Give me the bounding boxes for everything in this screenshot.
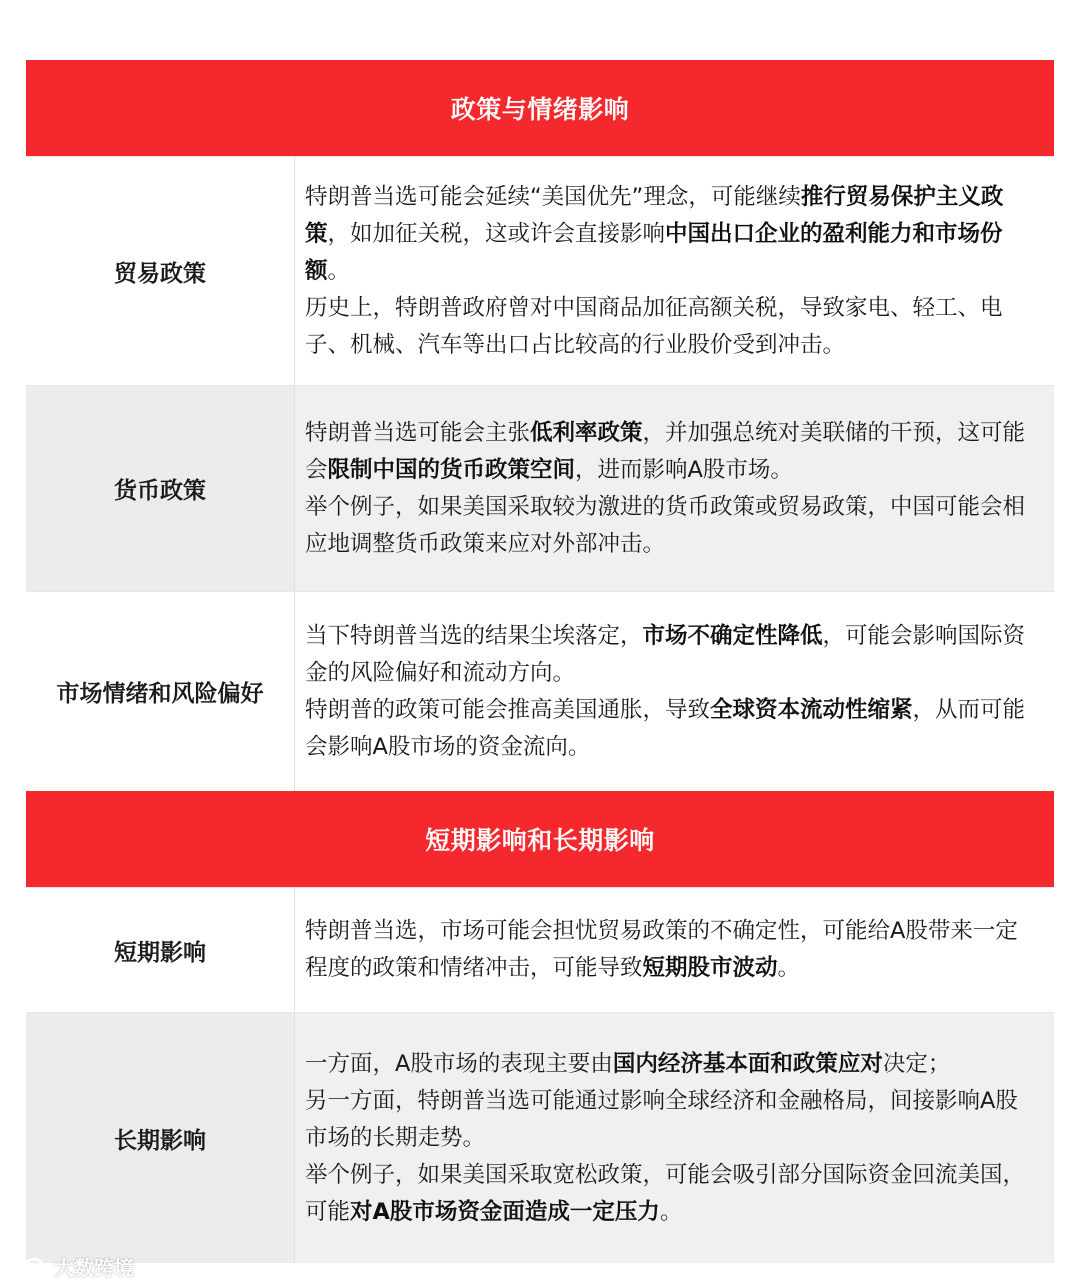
body-text: 特朗普当选可能会主张 (305, 419, 531, 446)
body-text: 另一方面，特朗普当选可能通过影响全球经济和金融格局，间接影响A股市场的长期走势。 (305, 1087, 1018, 1151)
content-paragraph (305, 415, 1040, 489)
table-row-long-term (26, 1012, 1054, 1263)
content-paragraph (305, 1083, 1040, 1157)
body-text: 举个例子，如果美国采取较为激进的货币政策或贸易政策，中国可能会相应地调整货币政策来应对外部冲击。 (305, 493, 1026, 557)
section-title: 短期影响和长期影响 (425, 826, 655, 855)
content-paragraph (305, 1046, 1040, 1083)
table-row-market-sentiment (26, 591, 1054, 791)
row-content (295, 157, 1054, 385)
row-label: 货币政策 (26, 386, 295, 591)
body-text: 特朗普的政策可能会推高美国通胀，导致 (305, 696, 711, 723)
content-paragraph (305, 618, 1040, 692)
content-paragraph (305, 1157, 1040, 1231)
emphasis-text: 短期股市波动 (642, 955, 778, 981)
body-text: 举个例子，如果美国采取宽松政策，可能会吸引部分国际资金回流美国，可能 (305, 1161, 1026, 1225)
table-row-monetary-policy (26, 385, 1054, 591)
emphasis-text: 推行贸易保护主义政策 (305, 183, 1004, 247)
body-text: 特朗普当选，市场可能会担忧贸易政策的不确定性，可能给A股带来一定程度的政策和情绪冲击，可能导致 (305, 918, 1018, 981)
body-text: 。 (777, 955, 801, 981)
section-title: 政策与情绪影响 (450, 95, 630, 124)
content-paragraph (305, 290, 1040, 364)
body-text: ，进而影响A股市场。 (575, 456, 793, 483)
body-text: 特朗普当选可能会延续“美国优先”理念，可能继续 (305, 183, 801, 210)
table-row-short-term (26, 887, 1054, 1012)
body-text: 历史上，特朗普政府曾对中国商品加征高额关税，导致家电、轻工、电子、机械、汽车等出口占比较高的行业股价受到冲击。 (305, 294, 1003, 358)
brand-logo-icon (8, 1254, 48, 1280)
row-content (295, 888, 1054, 1012)
row-label: 长期影响 (26, 1013, 295, 1263)
emphasis-text: 中国出口企业的盈利能力和市场份额 (305, 220, 1003, 284)
row-label: 贸易政策 (26, 157, 295, 385)
watermark-text: 大数跨境 (54, 1256, 134, 1280)
body-text: ，如加征关税，这或许会直接影响 (327, 220, 666, 247)
row-content (295, 1013, 1054, 1263)
table-row-trade-policy (26, 156, 1054, 385)
row-label: 短期影响 (26, 888, 295, 1012)
body-text: 决定； (882, 1050, 951, 1077)
content-paragraph (305, 913, 1040, 987)
content-paragraph (305, 489, 1040, 563)
section-header-policy-sentiment (26, 60, 1054, 156)
emphasis-text: 低利率政策 (530, 419, 643, 446)
emphasis-text: 全球资本流动性缩紧 (710, 696, 913, 723)
section-header-short-long-term (26, 791, 1054, 887)
emphasis-text: 对A股市场资金面造成一定压力 (350, 1198, 660, 1225)
content-paragraph (305, 692, 1040, 766)
emphasis-text: 限制中国的货币政策空间 (327, 456, 576, 483)
content-paragraph (305, 179, 1040, 290)
body-text: ，可能会影响国际资金的风险偏好和流动方向。 (305, 622, 1026, 686)
body-text: 。 (659, 1198, 683, 1225)
emphasis-text: 市场不确定性降低 (642, 622, 823, 649)
emphasis-text: 国内经济基本面和政策应对 (612, 1050, 883, 1077)
body-text: ，从而可能会影响A股市场的资金流向。 (305, 696, 1026, 760)
policy-impact-table (26, 60, 1054, 1263)
row-label: 市场情绪和风险偏好 (26, 592, 295, 791)
body-text: ，并加强总统对美联储的干预，这可能会 (305, 419, 1026, 483)
body-text: 一方面，A股市场的表现主要由 (305, 1050, 613, 1077)
row-content (295, 592, 1054, 791)
row-content (295, 386, 1054, 591)
watermark (8, 1252, 134, 1281)
body-text: 当下特朗普当选的结果尘埃落定， (305, 622, 643, 649)
body-text: 。 (327, 257, 351, 284)
